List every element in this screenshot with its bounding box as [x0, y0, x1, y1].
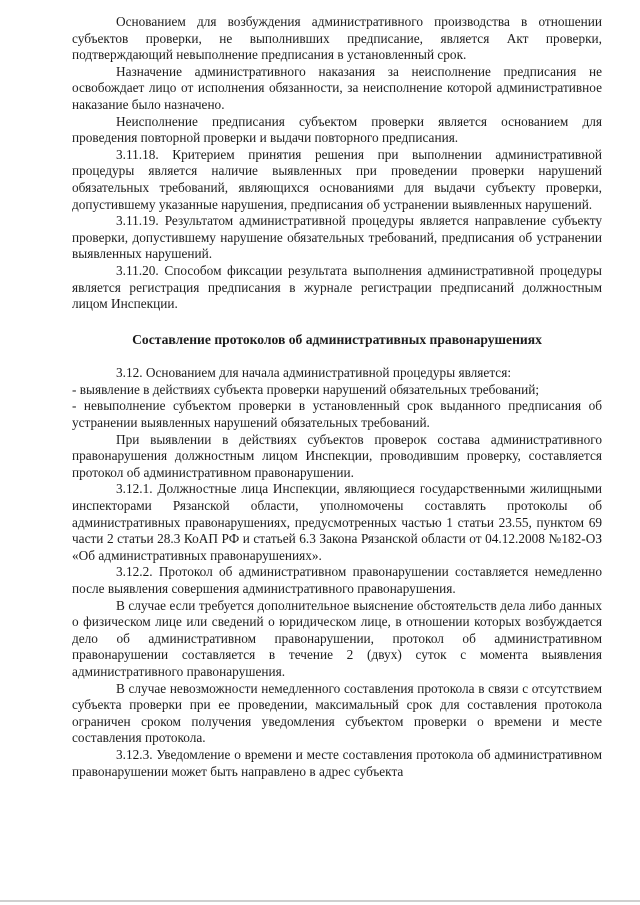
- paragraph-3-12-3: 3.12.3. Уведомление о времени и месте составления протокола об административном правонарушении может быть направлено в адрес субъекта: [72, 746, 602, 779]
- document-page: [72, 14, 602, 780]
- paragraph-3-12: 3.12. Основанием для начала административной процедуры является:: [116, 365, 512, 381]
- paragraph-3-11-19: 3.11.19. Результатом административной процедуры является направление субъекту проверки, допустившему нарушение обязательных требований, предписания об устранении выявленных нарушений.: [72, 213, 602, 262]
- paragraph-additional-clarification: В случае если требуется дополнительное выяснение обстоятельств дела либо данных о физическом лице или сведений о юридическом лице, в отношении которых возбуждается дело об административном правонарушении, протокол об административном правонарушении составляется в течение 2 (двух) суток с момента выявления административного правонарушения.: [72, 597, 602, 679]
- paragraph-repeat-inspection: Неисполнение предписания субъектом проверки является основанием для проведения повторной проверки и выдачи повторного предписания.: [72, 113, 602, 146]
- paragraph-impossibility-immediate: В случае невозможности немедленного составления протокола в связи с отсутствием субъекта проверки при ее проведении, максимальный срок для составления протокола ограничен сроком получения уведомления субъектом проверки о времени и месте составления протокола.: [72, 680, 602, 746]
- paragraph-3-12-1: 3.12.1. Должностные лица Инспекции, являющиеся государственными жилищными инспекторами Рязанской области, уполномочены составлять протоколы об административных правонарушениях, предусмотренных частью 1 статьи 23.55, пунктом 69 части 2 статьи 28.3 КоАП РФ и статьей 6.3 Закона Рязанской области от 04.12.2008 №182-ОЗ «Об административных правонарушениях».: [72, 481, 602, 563]
- scan-edge-line: [0, 900, 640, 902]
- paragraph-protocol-drawn-up: При выявлении в действиях субъектов проверок состава административного правонарушения должностным лицом Инспекции, проводившим проверку, составляется протокол об административном правонарушении.: [72, 431, 602, 480]
- paragraph-grounds-for-proceedings: Основанием для возбуждения административного производства в отношении субъектов проверки, не выполнивших предписание, является Акт проверки, подтверждающий невыполнение предписания в установленный срок.: [72, 14, 602, 63]
- paragraph-3-11-20: 3.11.20. Способом фиксации результата выполнения административной процедуры является регистрация предписания в журнале регистрации предписаний должностным лицом Инспекции.: [72, 262, 602, 312]
- paragraph-penalty-not-releasing: Назначение административного наказания за неисполнение предписания не освобождает лицо от исполнения обязанности, за неисполнение которой административное наказание было назначено.: [72, 63, 602, 112]
- section-heading: Составление протоколов об административных правонарушениях: [132, 331, 542, 347]
- paragraph-3-12-2: 3.12.2. Протокол об административном правонарушении составляется немедленно после выявления совершения административного правонарушения.: [72, 564, 602, 596]
- paragraph-3-11-18: 3.11.18. Критерием принятия решения при выполнении административной процедуры является наличие выявленных при проведении проверки нарушений обязательных требований, являющихся основаниями для выдачи субъекту проверки, допустившему указанные нарушения, предписания об устранении выявленных нарушений.: [72, 146, 602, 212]
- list-item-order-not-fulfilled: - невыполнение субъектом проверки в установленный срок выданного предписания об устранении выявленных нарушений обязательных требований.: [72, 398, 602, 431]
- list-item-violations-detected: - выявление в действиях субъекта проверки нарушений обязательных требований;: [72, 381, 540, 397]
